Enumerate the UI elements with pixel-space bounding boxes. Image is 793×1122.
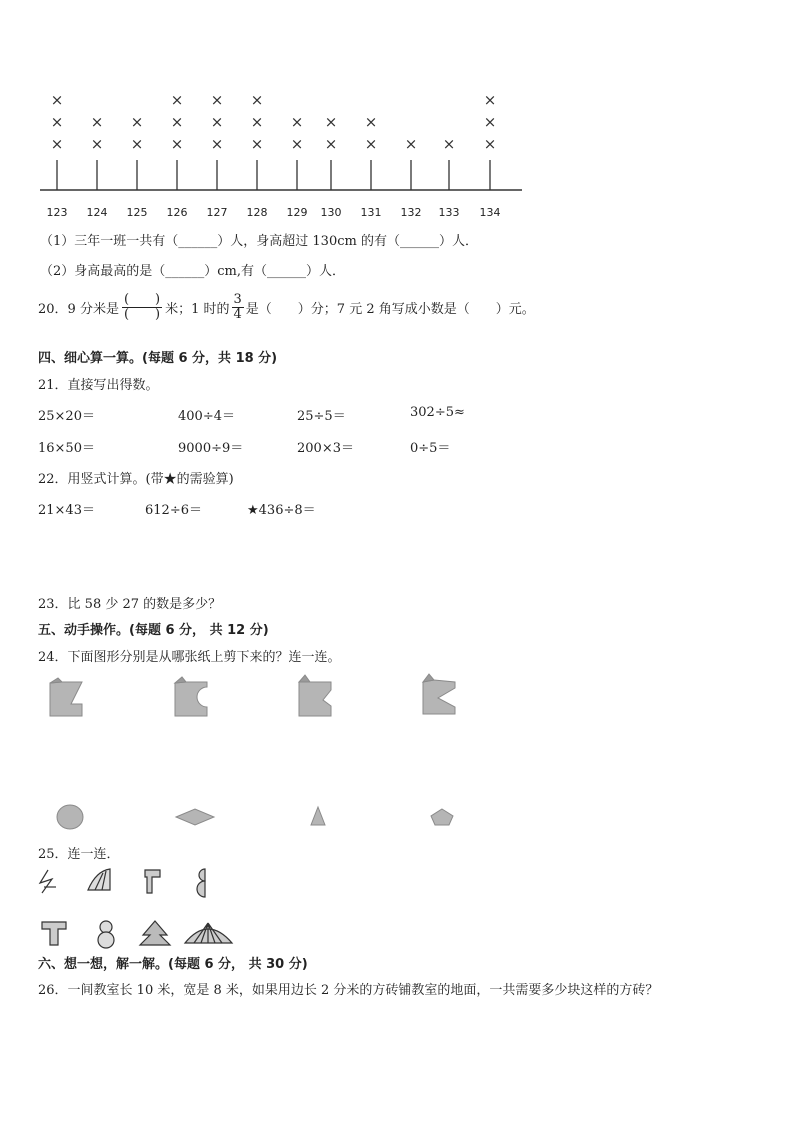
height-dot-plot (0, 0, 793, 230)
tick-label: 128 (246, 206, 268, 219)
q20-frac1-num: ( ) (123, 292, 161, 307)
cross-marker: × (90, 135, 104, 153)
cross-marker: × (170, 113, 184, 131)
q22-item-2: 612÷6＝ (145, 503, 202, 518)
cross-marker: × (483, 135, 497, 153)
q22-item-3: ★436÷8＝ (247, 503, 316, 518)
tick-label: 126 (166, 206, 188, 219)
cross-marker: × (170, 135, 184, 153)
q20-frac2-num: 3 (233, 292, 242, 307)
cross-marker: × (130, 135, 144, 153)
tick-label: 131 (360, 206, 382, 219)
half-lightning-icon (40, 870, 56, 893)
q19-sub1: （1）三年一班一共有（______）人，身高超过 130cm 的有（______）人． (40, 234, 478, 249)
cross-marker: × (90, 113, 104, 131)
tree-icon (140, 921, 170, 945)
q25-figures (0, 865, 793, 955)
q21-r2-c4: 0÷5＝ (410, 441, 451, 456)
q20-mid1: 米；1 时的 (165, 302, 230, 317)
cross-marker: × (250, 113, 264, 131)
q21-r1-c3: 25÷5＝ (297, 409, 346, 424)
q20-frac1-den: ( ) (123, 307, 161, 322)
cross-marker: × (210, 135, 224, 153)
cross-marker: × (250, 91, 264, 109)
rhombus-shape (176, 809, 214, 825)
q22-item-1: 21×43＝ (38, 503, 95, 518)
q20 (38, 293, 535, 322)
cross-marker: × (364, 113, 378, 131)
cross-marker: × (364, 135, 378, 153)
cross-marker: × (210, 113, 224, 131)
folded-paper-4 (423, 674, 455, 714)
section6-title: 六、想一想，解一解。(每题 6 分， 共 30 分) (38, 957, 308, 972)
q20-rest: 是（ ）分；7 元 2 角写成小数是（ ）元。 (245, 302, 535, 317)
q20-fraction-three-quarters (232, 293, 244, 322)
folded-paper-3 (299, 675, 331, 716)
q22-prompt: 22．用竖式计算。(带★的需验算) (38, 472, 234, 487)
tick-label: 132 (400, 206, 422, 219)
q21-r1-c4: 302÷5≈ (410, 405, 465, 420)
cross-marker: × (483, 91, 497, 109)
q21-r2-c2: 9000÷9＝ (178, 441, 244, 456)
cross-marker: × (250, 135, 264, 153)
cross-marker: × (483, 113, 497, 131)
q20-lead: 20．9 分米是 (38, 302, 119, 317)
cross-marker: × (404, 135, 418, 153)
q20-fraction-blank (122, 293, 162, 322)
tick-label: 129 (286, 206, 308, 219)
cross-marker: × (170, 91, 184, 109)
cross-marker: × (290, 113, 304, 131)
folded-paper-2 (175, 677, 207, 716)
snowman-icon (98, 921, 114, 948)
q19-sub2: （2）身高最高的是（______）cm,有（______）人． (40, 264, 346, 279)
umbrella-icon (185, 923, 232, 943)
cross-marker: × (50, 91, 64, 109)
cross-marker: × (50, 113, 64, 131)
q21-prompt: 21．直接写出得数。 (38, 378, 159, 393)
q24-prompt: 24．下面图形分别是从哪张纸上剪下来的？连一连。 (38, 650, 341, 665)
q20-frac2-den: 4 (233, 307, 242, 322)
q25-prompt: 25．连一连． (38, 847, 120, 862)
q21-r1-c1: 25×20＝ (38, 409, 95, 424)
cross-marker: × (50, 135, 64, 153)
pentagon-shape (431, 809, 453, 825)
cross-marker: × (130, 113, 144, 131)
tick-label: 133 (438, 206, 460, 219)
circle-shape (57, 805, 83, 829)
q21-r2-c3: 200×3＝ (297, 441, 354, 456)
tick-label: 125 (126, 206, 148, 219)
section4-title: 四、细心算一算。(每题 6 分，共 18 分) (38, 351, 278, 366)
cross-marker: × (324, 135, 338, 153)
q26-prompt: 26．一间教室长 10 米，宽是 8 米，如果用边长 2 分米的方砖铺教室的地面，一共需要多少块这样的方砖？ (38, 983, 659, 998)
tick-label: 130 (320, 206, 342, 219)
triangle-shape (311, 807, 325, 825)
cross-marker: × (210, 91, 224, 109)
q24-figures (0, 660, 793, 860)
cross-marker: × (324, 113, 338, 131)
cross-marker: × (290, 135, 304, 153)
q21-r1-c2: 400÷4＝ (178, 409, 235, 424)
tick-label: 124 (86, 206, 108, 219)
folded-paper-1 (50, 678, 82, 716)
half-house-icon (145, 870, 160, 893)
house-icon (42, 922, 66, 945)
tick-label: 123 (46, 206, 68, 219)
tick-label: 127 (206, 206, 228, 219)
half-snowman-icon (197, 869, 205, 897)
cross-marker: × (442, 135, 456, 153)
half-umbrella-icon (88, 869, 110, 890)
section5-title: 五、动手操作。(每题 6 分， 共 12 分) (38, 623, 269, 638)
q23-prompt: 23．比 58 少 27 的数是多少？ (38, 597, 222, 612)
q21-r2-c1: 16×50＝ (38, 441, 95, 456)
tick-label: 134 (479, 206, 501, 219)
